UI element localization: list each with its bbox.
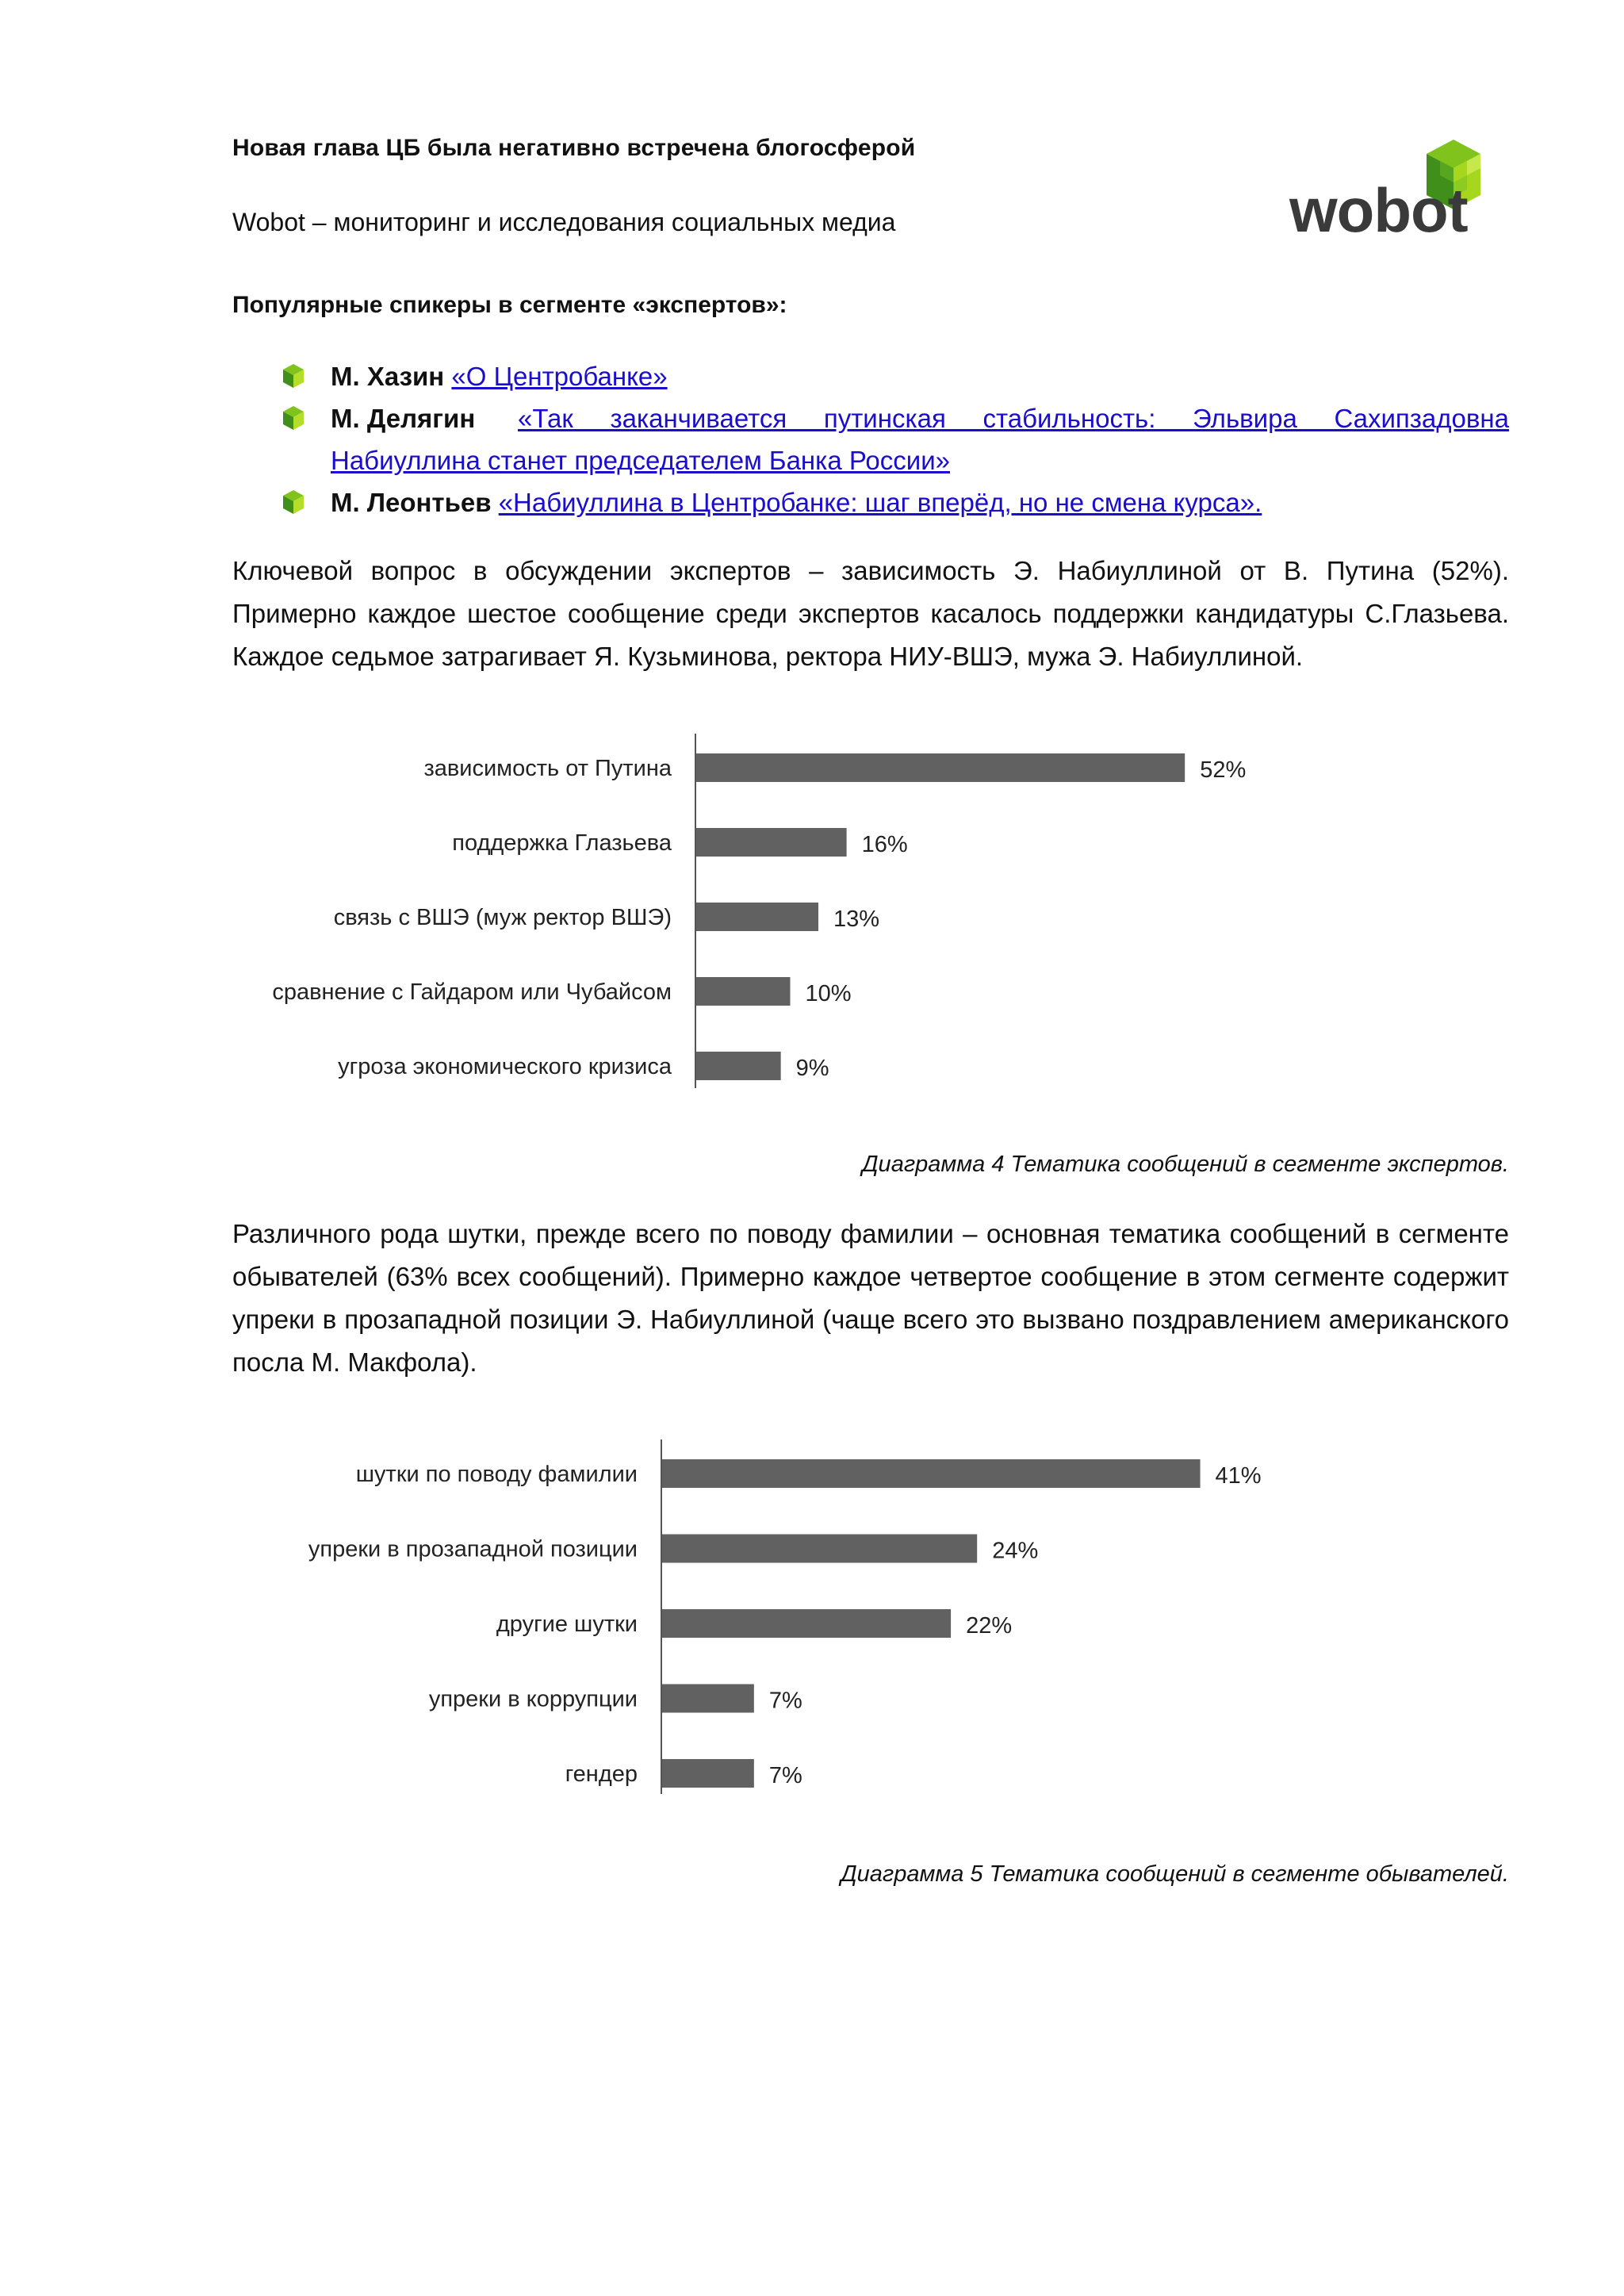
experts-topics-chart bbox=[0, 718, 1624, 1098]
logo-wordmark: wobot bbox=[1289, 175, 1468, 245]
speaker-link-continued[interactable]: Набиуллина станет председателем Банка России» bbox=[331, 446, 950, 475]
chart-value-label: 24% bbox=[992, 1538, 1039, 1564]
chart-category-label: связь с ВШЭ (муж ректор ВШЭ) bbox=[333, 905, 672, 930]
chart-category-label: гендер bbox=[565, 1761, 638, 1787]
paragraph-experts: Ключевой вопрос в обсуждении экспертов – зависимость Э. Набиуллиной от В. Путина (52%). Примерно каждое шестое сообщение среди экспертов касалось поддержки кандидатуры С.Глазьева. Каждое седьмое затрагивает Я. Кузьминова, ректора НИУ-ВШЭ, мужа Э. Набиуллиной. bbox=[232, 556, 1509, 671]
chart-category-label: упреки в коррупции bbox=[428, 1686, 638, 1712]
chart-value-label: 41% bbox=[1215, 1463, 1262, 1489]
chart-category-label: упреки в прозападной позиции bbox=[308, 1536, 638, 1562]
green-cube-bullet-icon bbox=[282, 363, 305, 389]
speaker-name: М. Хазин bbox=[331, 362, 445, 391]
speakers-list bbox=[232, 355, 1509, 523]
chart-caption-experts: Диаграмма 4 Тематика сообщений в сегменте экспертов. bbox=[862, 1152, 1509, 1177]
chart-bar bbox=[696, 1052, 781, 1080]
chart-value-label: 7% bbox=[768, 1763, 802, 1788]
chart-caption-citizens: Диаграмма 5 Тематика сообщений в сегменте обывателей. bbox=[841, 1861, 1509, 1887]
list-item bbox=[232, 481, 1509, 523]
chart-category-label: сравнение с Гайдаром или Чубайсом bbox=[272, 979, 672, 1005]
chart-value-label: 10% bbox=[805, 981, 852, 1006]
chart-value-label: 22% bbox=[966, 1613, 1013, 1639]
chart-bar bbox=[696, 977, 791, 1006]
chart-value-label: 16% bbox=[861, 832, 908, 857]
chart-bar bbox=[662, 1609, 951, 1638]
chart-value-label: 9% bbox=[795, 1056, 829, 1081]
paragraph-citizens: Различного рода шутки, прежде всего по поводу фамилии – основная тематика сообщений в сегменте обывателей (63% всех сообщений). Примерно каждое четвертое сообщение в этом сегменте содержит упреки в прозападной позиции Э. Набиуллиной (чаще всего это вызвано поздравлением американского посла М. Макфола). bbox=[232, 1219, 1509, 1377]
chart-bar bbox=[662, 1459, 1201, 1488]
chart-category-label: шутки по поводу фамилии bbox=[355, 1462, 638, 1487]
speaker-link[interactable]: «Так заканчивается путинская стабильность: Эльвира Сахипзадовна bbox=[518, 404, 1509, 433]
speakers-heading: Популярные спикеры в сегменте «экспертов»: bbox=[232, 292, 787, 318]
page-subtitle: Wobot – мониторинг и исследования социальных медиа bbox=[232, 208, 896, 236]
chart-value-label: 52% bbox=[1200, 757, 1247, 783]
chart-bar bbox=[696, 828, 847, 857]
chart-bar bbox=[662, 1535, 977, 1563]
list-item bbox=[232, 397, 1509, 481]
wobot-logo bbox=[1285, 133, 1507, 248]
speaker-link[interactable]: «Набиуллина в Центробанке: шаг вперёд, но не смена курса». bbox=[498, 488, 1262, 517]
chart-category-label: поддержка Глазьева bbox=[452, 830, 672, 856]
green-cube-bullet-icon bbox=[282, 489, 305, 515]
chart-value-label: 7% bbox=[768, 1688, 802, 1714]
chart-bar bbox=[696, 753, 1185, 782]
chart-value-label: 13% bbox=[833, 907, 880, 932]
green-cube-bullet-icon bbox=[282, 405, 305, 431]
speaker-link[interactable]: «О Центробанке» bbox=[451, 362, 668, 391]
chart-bar bbox=[662, 1685, 754, 1713]
speaker-name: М. Делягин bbox=[331, 404, 476, 433]
citizens-topics-chart bbox=[0, 1424, 1624, 1804]
chart-category-label: угроза экономического кризиса bbox=[338, 1054, 672, 1079]
speaker-name: М. Леонтьев bbox=[331, 488, 492, 517]
chart-category-label: зависимость от Путина bbox=[423, 756, 672, 781]
chart-bar bbox=[696, 903, 818, 931]
page-title: Новая глава ЦБ была негативно встречена блогосферой bbox=[232, 135, 916, 161]
chart-category-label: другие шутки bbox=[496, 1612, 638, 1637]
chart-bar bbox=[662, 1759, 754, 1788]
list-item bbox=[232, 355, 1509, 397]
